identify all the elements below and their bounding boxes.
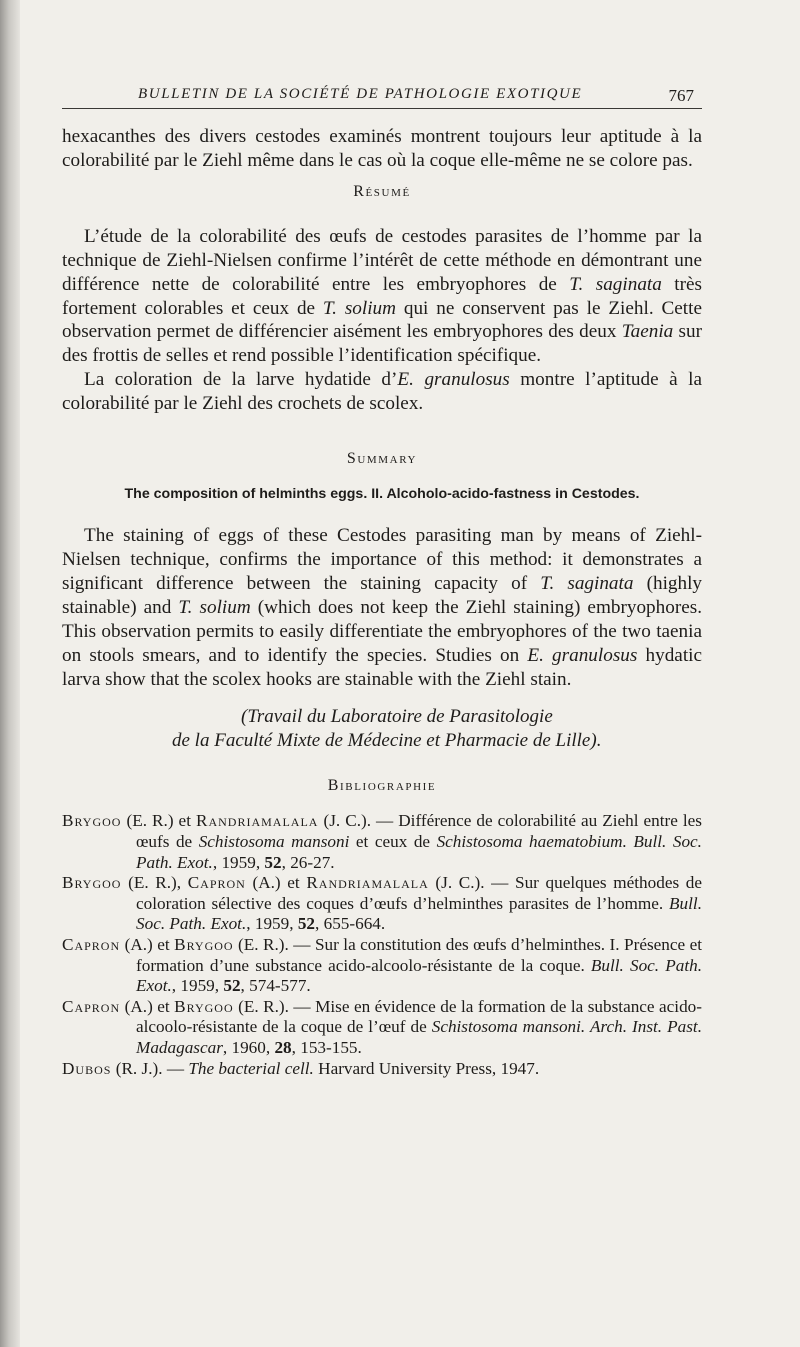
citation-text: , 1959, xyxy=(212,852,265,872)
resume-p2-text-c: montre l’aptitude à la colorabilité par le Ziehl des crochets de scolex. xyxy=(62,369,703,415)
author-initials: (J. C.). — xyxy=(318,811,399,831)
intro-paragraph: hexacanthes des divers cestodes examinés montrent toujours leur aptitude à la colorabilité par le Ziehl même dans le cas où la coque elle-même ne se colore pas. xyxy=(62,126,702,171)
summary-p1-text-c: (highly stainable) and xyxy=(62,572,703,618)
summary-species-granulosus: E. granulosus xyxy=(527,644,638,666)
summary-species-saginata: T. saginata xyxy=(540,572,634,594)
author-surname: Capron xyxy=(62,934,121,954)
citation-text: , 1959, xyxy=(171,976,224,996)
citation-text: et ceux de xyxy=(349,832,437,851)
citation-text: , 153-155. xyxy=(291,1037,362,1057)
citation-text: , 26-27. xyxy=(281,852,335,872)
volume-number: 52 xyxy=(297,914,316,934)
author-surname: Brygoo xyxy=(174,934,234,954)
resume-p2-species-granulosus: E. granulosus xyxy=(397,369,510,391)
summary-paragraph xyxy=(62,524,702,691)
resume-heading: Résumé xyxy=(353,182,411,200)
resume-p1-species-solium: T. solium xyxy=(322,297,396,319)
author-initials: (R. J.). — xyxy=(111,1058,189,1078)
resume-paragraph-1 xyxy=(62,225,702,368)
bibliography-entry xyxy=(62,873,702,935)
summary-p1-text-a: The staining of eggs of these Cestodes parasiting man by means of Ziehl-Nielsen technique, confirms the importance of this method: it demonstrates a significant difference between the staining capacity of xyxy=(62,525,702,594)
author-surname: Dubos xyxy=(62,1058,112,1078)
citation-italic: Schistosoma mansoni xyxy=(198,832,350,851)
running-title: BULLETIN DE LA SOCIÉTÉ DE PATHOLOGIE EXOTIQUE xyxy=(138,86,583,102)
author-surname: Brygoo xyxy=(62,811,122,831)
citation-text: , 574-577. xyxy=(240,976,311,996)
citation-text: , 1959, xyxy=(246,914,298,934)
author-surname: Capron xyxy=(62,996,121,1016)
resume-p1-text-a: L’étude de la colorabilité des œufs de cestodes parasites de l’homme par la technique de Ziehl-Nielsen confirme l’intérêt de cette méthode en démontrant une différence nette de colorabilité entre les embryophores de xyxy=(62,225,702,295)
citation-text: Sur quelques méthodes de coloration sélective des coques d’œufs d’helminthes parasites de l’homme. xyxy=(136,873,702,913)
resume-p1-text-c: très fortement colorables et ceux de xyxy=(62,273,703,319)
volume-number: 28 xyxy=(274,1037,292,1057)
citation-text: Harvard University Press, 1947. xyxy=(313,1058,540,1078)
author-initials: (A.) et xyxy=(120,996,175,1016)
citation-italic: Bull. Soc. Path. Exot. xyxy=(136,893,702,934)
citation-text: , 1960, xyxy=(222,1037,275,1057)
attribution-line-1: (Travail du Laboratoire de Parasitologie xyxy=(241,706,553,728)
author-initials: (A.) et xyxy=(245,873,307,893)
volume-number: 52 xyxy=(223,976,241,996)
author-initials: (E. R.). — xyxy=(233,996,316,1016)
resume-paragraph-2 xyxy=(62,368,702,416)
citation-italic: Bull. Soc. Path. Exot. xyxy=(136,955,702,996)
summary-heading: Summary xyxy=(346,450,418,468)
resume-p1-species-saginata: T. saginata xyxy=(569,273,662,295)
author-initials: (E. R.), xyxy=(121,873,188,893)
attribution-line-2: de la Faculté Mixte de Médecine et Pharmacie de Lille). xyxy=(172,730,602,752)
author-surname: Randriamalala xyxy=(306,873,429,893)
citation-italic: Schistosoma mansoni. Arch. Inst. Past. Madagascar xyxy=(136,1017,702,1057)
bibliography-entry xyxy=(62,997,702,1059)
bibliography-entry xyxy=(62,935,702,997)
running-header xyxy=(62,80,702,109)
citation-text: Différence de colorabilité au Ziehl entre les œufs de xyxy=(136,811,702,851)
author-surname: Brygoo xyxy=(174,996,234,1016)
citation-italic: Schistosoma haematobium. Bull. Soc. Path. Exot. xyxy=(136,832,702,872)
citation-text: Sur la constitution des œufs d’helminthes. I. Présence et formation d’une substance acido-alcoolo-résistante de la coque. xyxy=(136,934,702,975)
book-spine-shadow xyxy=(0,0,20,1347)
resume-p1-text-g: sur des frottis de selles et rend possible l’identification spécifique. xyxy=(62,321,702,367)
author-initials: (J. C.). — xyxy=(428,873,516,893)
journal-page xyxy=(62,80,702,1079)
bibliography-entry xyxy=(62,1059,702,1080)
author-surname: Randriamalala xyxy=(196,811,319,831)
summary-title: The composition of helminths eggs. II. Alcoholo-acido-fastness in Cestodes. xyxy=(124,486,640,503)
citation-text: Mise en évidence de la formation de la substance acido-alcoolo-résistante de la coque de l’œuf de xyxy=(136,996,702,1037)
summary-p1-text-e: (which does not keep the Ziehl staining) embryophores. This observation permits to easily differentiate the embryophores of the two taenia on stools smears, and to identify the species. Studies on xyxy=(62,596,702,666)
bibliography-list xyxy=(62,811,702,1079)
resume-p1-text-e: qui ne conservent pas le Ziehl. Cette observation permet de différencier aisément les embryophores des deux xyxy=(62,297,702,343)
bibliography-heading: Bibliographie xyxy=(327,777,437,795)
citation-text: , 655-664. xyxy=(315,914,386,934)
volume-number: 52 xyxy=(264,852,282,872)
page-number: 767 xyxy=(668,86,694,105)
resume-p1-genus-taenia: Taenia xyxy=(621,321,674,343)
author-surname: Capron xyxy=(187,873,246,893)
resume-p2-text-a: La coloration de la larve hydatide d’ xyxy=(84,369,398,391)
summary-species-solium: T. solium xyxy=(178,596,251,618)
author-initials: (E. R.). — xyxy=(233,934,315,954)
author-initials: (E. R.) et xyxy=(121,811,196,831)
bibliography-entry xyxy=(62,811,702,873)
author-initials: (A.) et xyxy=(120,934,175,954)
citation-italic: The bacterial cell. xyxy=(188,1058,314,1078)
summary-p1-text-g: hydatic larva show that the scolex hooks are stainable with the Ziehl stain. xyxy=(62,644,703,690)
author-surname: Brygoo xyxy=(62,873,122,893)
